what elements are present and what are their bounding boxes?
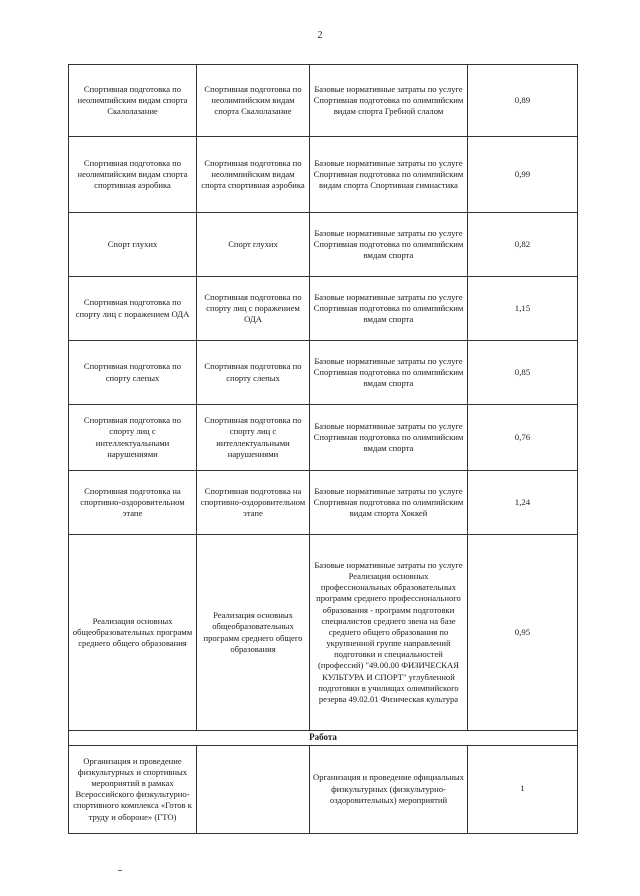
service-name-cell: Спортивная подготовка по неолимпийским видам спорта Скалолазание	[69, 65, 197, 137]
table-row	[69, 535, 578, 731]
scan-mark	[118, 870, 122, 871]
table-row	[69, 745, 578, 833]
service-name-cell: Спорт глухих	[69, 213, 197, 277]
service-name-cell: Спортивная подготовка по неолимпийским видам спорта спортивная аэробика	[69, 137, 197, 213]
table-row	[69, 341, 578, 405]
service-content-cell: Спортивная подготовка по спорту слепых	[197, 341, 310, 405]
service-name-cell: Реализация основных общеобразовательных программ среднего общего образования	[69, 535, 197, 731]
table-row	[69, 213, 578, 277]
service-name-cell: Организация и проведение физкультурных и спортивных мероприятий в рамках Всероссийского физкультурно-спортивного комплекса «Готов к труду и обороне» (ГТО)	[69, 745, 197, 833]
base-cost-cell: Базовые нормативные затраты по услуге Спортивная подготовка по олимпийским вмдам спорта	[310, 341, 468, 405]
service-content-cell: Спортивная подготовка по неолимпийским видам спорта Скалолазание	[197, 65, 310, 137]
service-name-cell: Спортивная подготовка по спорту лиц с интеллектуальными нарушениями	[69, 405, 197, 471]
service-content-cell: Спортивная подготовка по спорту лиц с поражением ОДА	[197, 277, 310, 341]
service-name-cell: Спортивная подготовка по спорту слепых	[69, 341, 197, 405]
service-content-cell	[197, 745, 310, 833]
table-row	[69, 471, 578, 535]
service-content-cell: Спортивная подготовка по спорту лиц с интеллектуальными нарушениями	[197, 405, 310, 471]
base-cost-cell: Базовые нормативные затраты по услуге Спортивная подготовка по олимпийским вмдам спорта	[310, 277, 468, 341]
service-content-cell: Реализация основных общеобразовательных программ среднего общего образования	[197, 535, 310, 731]
service-content-cell: Спортивная подготовка на спортивно-оздоровительном этапе	[197, 471, 310, 535]
base-cost-cell: Базовые нормативные затраты по услуге Спортивная подготовка по олимпийским видам спорта Гребной слалом	[310, 65, 468, 137]
coefficient-cell: 0,82	[468, 213, 578, 277]
coefficient-cell: 1	[468, 745, 578, 833]
table-row	[69, 137, 578, 213]
table-row	[69, 277, 578, 341]
service-content-cell: Спортивная подготовка по неолимпийским видам спорта спортивная аэробика	[197, 137, 310, 213]
base-cost-cell: Базовые нормативные затраты по услуге Спортивная подготовка по олимпийским видам спорта Хоккей	[310, 471, 468, 535]
service-name-cell: Спортивная подготовка по спорту лиц с поражением ОДА	[69, 277, 197, 341]
page-number: 2	[317, 30, 323, 41]
coefficient-cell: 0,89	[468, 65, 578, 137]
service-content-cell: Спорт глухих	[197, 213, 310, 277]
section-row	[69, 731, 578, 746]
base-cost-cell: Организация и проведение официальных физкультурных (физкультурно-оздоровительных) мероприятий	[310, 745, 468, 833]
normative-costs-table	[68, 64, 578, 834]
table-row	[69, 65, 578, 137]
table-row	[69, 405, 578, 471]
coefficient-cell: 0,95	[468, 535, 578, 731]
service-name-cell: Спортивная подготовка на спортивно-оздоровительном этапе	[69, 471, 197, 535]
section-heading: Работа	[69, 731, 578, 746]
base-cost-cell: Базовые нормативные затраты по услуге Спортивная подготовка по олимпийским вмдам спорта	[310, 213, 468, 277]
base-cost-cell: Базовые нормативные затраты по услуге Спортивная подготовка по олимпийским видам спорта Спортивная гимнастика	[310, 137, 468, 213]
coefficient-cell: 1,24	[468, 471, 578, 535]
coefficient-cell: 0,99	[468, 137, 578, 213]
coefficient-cell: 1,15	[468, 277, 578, 341]
base-cost-cell: Базовые нормативные затраты по услуге Спортивная подготовка по олимпийским вмдам спорта	[310, 405, 468, 471]
base-cost-cell: Базовые нормативные затраты по услуге Реализация основных профессиональных образовательных программ среднего профессионального образования - программ подготовки специалистов среднего звена на базе среднего общего образования по укрупненной группе направлений подготовки и специальностей (профессий) "49.00.00 ФИЗИЧЕСКАЯ КУЛЬТУРА И СПОРТ" углубленной подготовки в училищах олимпийского резерва 49.02.01 Физическая культура	[310, 535, 468, 731]
coefficient-cell: 0,76	[468, 405, 578, 471]
coefficient-cell: 0,85	[468, 341, 578, 405]
